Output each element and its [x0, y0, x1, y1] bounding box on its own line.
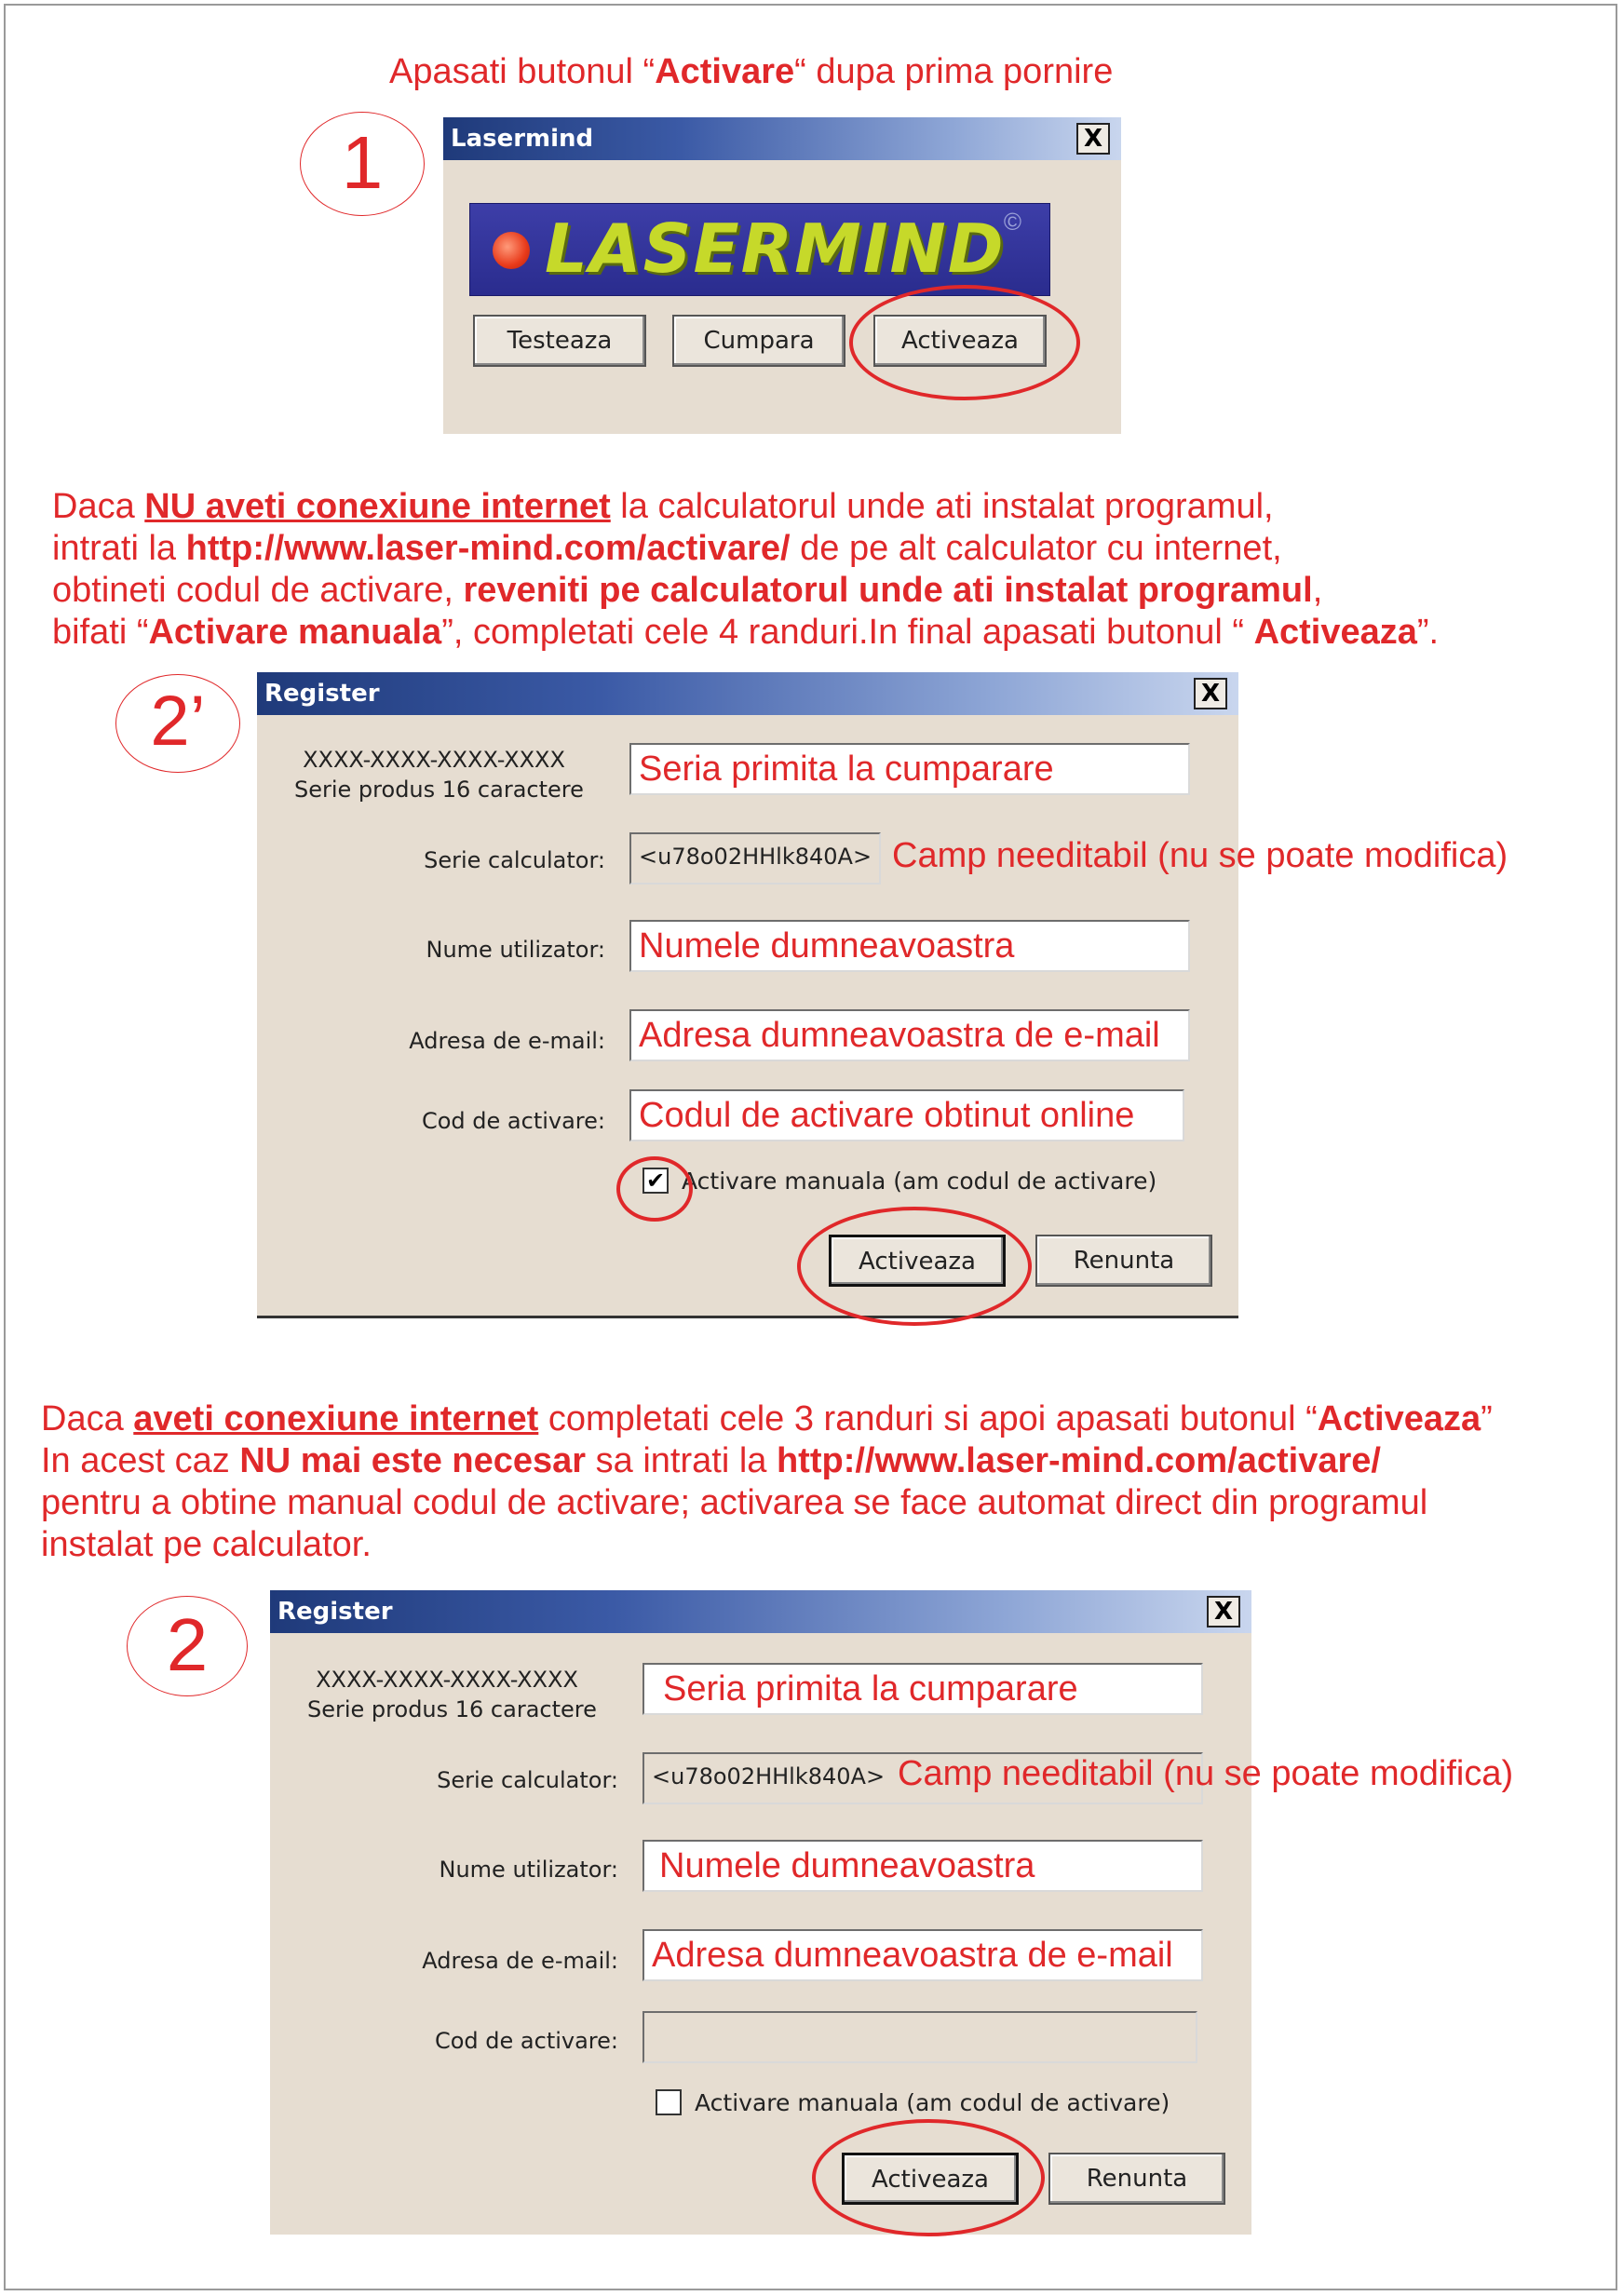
window-title: Register	[264, 680, 380, 708]
online-instructions: Daca aveti conexiune internet completati cele 3 randuri si apoi apasati butonul “Activeaza” In acest caz NU mai este necesar sa intrati la http://www.laser-mind.com/activare/ pentru a obtine manual codul de activare; activarea se face automat direct din programul instalat pe calculator.	[41, 1399, 1493, 1564]
highlight-activate	[812, 2119, 1045, 2236]
close-icon[interactable]: X	[1207, 1596, 1240, 1627]
computer-serial-note: Camp needitabil (nu se poate modifica)	[898, 1754, 1514, 1793]
window-titlebar	[257, 672, 1238, 715]
activation-code-input[interactable]: Codul de activare obtinut online	[629, 1089, 1184, 1141]
computer-serial-label: Serie calculator:	[424, 847, 605, 873]
email-input[interactable]: Adresa dumneavoastra de e-mail	[642, 1929, 1203, 1981]
computer-serial-label: Serie calculator:	[437, 1767, 618, 1793]
highlight-activate	[797, 1207, 1032, 1326]
email-input[interactable]: Adresa dumneavoastra de e-mail	[629, 1009, 1190, 1061]
activation-code-input[interactable]	[642, 2011, 1197, 2063]
lasermind-logo	[469, 203, 1050, 296]
test-button[interactable]: Testeaza	[473, 315, 646, 367]
highlight-activate	[849, 285, 1080, 400]
computer-serial-field: <u78o02HHlk840A>	[642, 1752, 1203, 1804]
copyright-icon: ©	[1003, 208, 1021, 236]
cancel-button[interactable]: Renunta	[1035, 1235, 1212, 1287]
activation-code-label: Cod de activare:	[434, 2028, 618, 2054]
close-icon[interactable]: X	[1194, 678, 1227, 709]
activate-button[interactable]: Activeaza	[842, 2153, 1019, 2205]
email-label: Adresa de e-mail:	[409, 1028, 605, 1054]
cancel-button[interactable]: Renunta	[1048, 2153, 1225, 2205]
user-name-label: Nume utilizator:	[439, 1857, 618, 1883]
window-title: Lasermind	[451, 125, 594, 153]
serial-input[interactable]: Seria primita la cumparare	[642, 1663, 1203, 1715]
email-label: Adresa de e-mail:	[422, 1948, 618, 1974]
manual-activation-label: Activare manuala (am codul de activare)	[695, 2089, 1170, 2116]
activate-button[interactable]: Activeaza	[829, 1235, 1006, 1287]
window-titlebar	[270, 1590, 1251, 1633]
step-number-2: 2	[127, 1596, 248, 1696]
step-number-2-prime: 2’	[115, 674, 240, 773]
offline-instructions: Daca NU aveti conexiune internet la calculatorul unde ati instalat programul, intrati la http://www.laser-mind.com/activare/ de pe alt calculator cu internet, obtineti codul de activare, reveniti pe calculatorul unde ati instalat programul, bifati “Activare manuala”, completati cele 4 randuri.In final apasati butonul “ Activeaza”.	[52, 487, 1440, 652]
register-window-offline	[257, 672, 1238, 1318]
highlight-checkbox	[616, 1156, 693, 1222]
manual-activation-checkbox[interactable]: ✔	[642, 1168, 669, 1194]
step-number-1: 1	[300, 112, 425, 216]
manual-activation-checkbox[interactable]	[656, 2089, 682, 2115]
user-name-label: Nume utilizator:	[426, 937, 605, 963]
window-title: Register	[277, 1598, 393, 1626]
step1-caption: Apasati butonul “Activare“ dupa prima pornire	[389, 52, 1114, 91]
logo-text: LASERMIND	[545, 209, 1006, 288]
activation-code-label: Cod de activare:	[421, 1108, 605, 1134]
serial-label: XXXX-XXXX-XXXX-XXXX Serie produs 16 caractere	[294, 747, 584, 803]
logo-dot-icon	[493, 232, 530, 269]
window-titlebar	[443, 117, 1121, 160]
serial-input[interactable]: Seria primita la cumparare	[629, 743, 1190, 795]
computer-serial-note: Camp needitabil (nu se poate modifica)	[892, 836, 1508, 875]
user-name-input[interactable]: Numele dumneavoastra	[642, 1840, 1203, 1892]
activate-button[interactable]: Activeaza	[873, 315, 1047, 367]
register-window-online	[270, 1590, 1251, 2235]
computer-serial-field: <u78o02HHlk840A>	[629, 832, 881, 885]
manual-activation-label: Activare manuala (am codul de activare)	[682, 1168, 1157, 1195]
user-name-input[interactable]: Numele dumneavoastra	[629, 920, 1190, 972]
close-icon[interactable]: X	[1076, 123, 1110, 155]
buy-button[interactable]: Cumpara	[672, 315, 845, 367]
serial-label: XXXX-XXXX-XXXX-XXXX Serie produs 16 caractere	[307, 1667, 597, 1722]
